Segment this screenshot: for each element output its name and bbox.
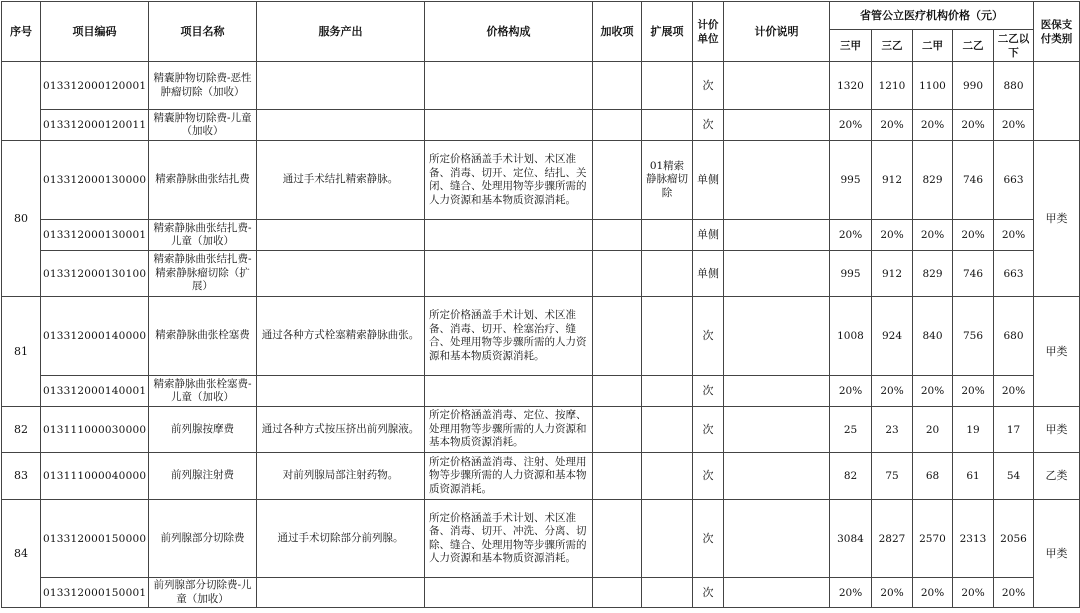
price-eryi-below: 880: [994, 62, 1034, 110]
seq-cell: 81: [2, 297, 41, 407]
insurance-cell: 甲类: [1034, 141, 1080, 297]
header-service: 服务产出: [257, 2, 425, 62]
note-cell: [724, 407, 830, 453]
header-code: 项目编码: [41, 2, 149, 62]
note-cell: [724, 251, 830, 297]
unit-cell: 次: [693, 453, 724, 500]
seq-cell: 82: [2, 407, 41, 453]
insurance-cell: 甲类: [1034, 500, 1080, 608]
name-cell: 前列腺部分切除费: [149, 500, 257, 578]
table-row: [2, 110, 1080, 141]
price-erjia: 20%: [913, 376, 953, 407]
note-cell: [724, 297, 830, 376]
header-eryi-below: 二乙以下: [994, 30, 1034, 62]
price-sanjia: 20%: [830, 110, 872, 141]
price-eryi: 20%: [953, 376, 994, 407]
code-cell: 013312000130100: [41, 251, 149, 297]
price-eryi: 746: [953, 251, 994, 297]
price-erjia: 20: [913, 407, 953, 453]
price-eryi: 20%: [953, 110, 994, 141]
code-cell: 013312000140001: [41, 376, 149, 407]
price-eryi-below: 663: [994, 141, 1034, 220]
price-eryi-below: 20%: [994, 376, 1034, 407]
price-erjia: 68: [913, 453, 953, 500]
price-sanjia: 995: [830, 141, 872, 220]
header-name: 项目名称: [149, 2, 257, 62]
price-eryi-below: 20%: [994, 578, 1034, 608]
extension-cell: [642, 110, 693, 141]
price-erjia: 840: [913, 297, 953, 376]
extension-cell: [642, 376, 693, 407]
price-sanyi: 924: [872, 297, 913, 376]
price-erjia: 1100: [913, 62, 953, 110]
price-sanjia: 20%: [830, 578, 872, 608]
note-cell: [724, 220, 830, 251]
price-sanyi: 20%: [872, 578, 913, 608]
note-cell: [724, 141, 830, 220]
header-extension: 扩展项: [642, 2, 693, 62]
table-row: [2, 453, 1080, 500]
unit-cell: 次: [693, 376, 724, 407]
composition-cell: 所定价格涵盖手术计划、术区准备、消毒、切开、栓塞治疗、缝合、处理用物等步骤所需的人力资源和基本物质资源消耗。: [425, 297, 593, 376]
price-sanyi: 20%: [872, 220, 913, 251]
header-eryi: 二乙: [953, 30, 994, 62]
service-cell: 通过各种方式按压挤出前列腺液。: [257, 407, 425, 453]
price-eryi: 20%: [953, 578, 994, 608]
composition-cell: [425, 110, 593, 141]
price-erjia: 20%: [913, 220, 953, 251]
name-cell: 前列腺部分切除费-儿童（加收）: [149, 578, 257, 608]
header-price-composition: 价格构成: [425, 2, 593, 62]
extra-cell: [593, 578, 642, 608]
unit-cell: 次: [693, 500, 724, 578]
composition-cell: [425, 578, 593, 608]
price-eryi: 19: [953, 407, 994, 453]
composition-cell: [425, 251, 593, 297]
service-cell: 通过各种方式栓塞精索静脉曲张。: [257, 297, 425, 376]
extra-cell: [593, 407, 642, 453]
code-cell: 013312000130001: [41, 220, 149, 251]
table-row: [2, 500, 1080, 578]
unit-cell: 次: [693, 407, 724, 453]
seq-cell: [2, 62, 41, 141]
header-sanjia: 三甲: [830, 30, 872, 62]
price-sanjia: 20%: [830, 220, 872, 251]
price-erjia: 829: [913, 141, 953, 220]
extra-cell: [593, 110, 642, 141]
unit-cell: 次: [693, 110, 724, 141]
extra-cell: [593, 62, 642, 110]
unit-cell: 次: [693, 297, 724, 376]
price-sanjia: 20%: [830, 376, 872, 407]
header-sanyi: 三乙: [872, 30, 913, 62]
price-eryi-below: 663: [994, 251, 1034, 297]
price-eryi: 61: [953, 453, 994, 500]
name-cell: 精索静脉曲张栓塞费-儿童（加收）: [149, 376, 257, 407]
price-eryi-below: 20%: [994, 110, 1034, 141]
price-eryi: 20%: [953, 220, 994, 251]
seq-cell: 83: [2, 453, 41, 500]
composition-cell: 所定价格涵盖消毒、注射、处理用物等步骤所需的人力资源和基本物质资源消耗。: [425, 453, 593, 500]
unit-cell: 单侧: [693, 141, 724, 220]
name-cell: 前列腺按摩费: [149, 407, 257, 453]
service-cell: 通过手术切除部分前列腺。: [257, 500, 425, 578]
unit-cell: 次: [693, 578, 724, 608]
composition-cell: 所定价格涵盖手术计划、术区准备、消毒、切开、冲洗、分离、切除、缝合、处理用物等步骤所需的人力资源和基本物质资源消耗。: [425, 500, 593, 578]
note-cell: [724, 110, 830, 141]
extension-cell: [642, 500, 693, 578]
service-cell: [257, 62, 425, 110]
price-table: [1, 1, 1080, 608]
table-row: [2, 141, 1080, 220]
price-sanyi: 75: [872, 453, 913, 500]
header-unit: 计价单位: [693, 2, 724, 62]
price-sanjia: 1008: [830, 297, 872, 376]
service-cell: 对前列腺局部注射药物。: [257, 453, 425, 500]
table-row: [2, 407, 1080, 453]
composition-cell: 所定价格涵盖手术计划、术区准备、消毒、切开、定位、结扎、关闭、缝合、处理用物等步骤所需的人力资源和基本物质资源消耗。: [425, 141, 593, 220]
header-extra: 加收项: [593, 2, 642, 62]
price-eryi-below: 54: [994, 453, 1034, 500]
code-cell: 013312000150001: [41, 578, 149, 608]
extension-cell: [642, 407, 693, 453]
code-cell: 013111000040000: [41, 453, 149, 500]
table-row: [2, 578, 1080, 608]
table-row: [2, 220, 1080, 251]
name-cell: 精索静脉曲张结扎费-精索静脉瘤切除（扩展）: [149, 251, 257, 297]
extra-cell: [593, 141, 642, 220]
price-sanjia: 3084: [830, 500, 872, 578]
unit-cell: 单侧: [693, 220, 724, 251]
code-cell: 013111000030000: [41, 407, 149, 453]
unit-cell: 次: [693, 62, 724, 110]
extension-cell: [642, 62, 693, 110]
header-erjia: 二甲: [913, 30, 953, 62]
price-sanyi: 20%: [872, 376, 913, 407]
insurance-cell: 甲类: [1034, 407, 1080, 453]
service-cell: [257, 578, 425, 608]
code-cell: 013312000120011: [41, 110, 149, 141]
price-sanjia: 1320: [830, 62, 872, 110]
seq-cell: 84: [2, 500, 41, 608]
insurance-cell: [1034, 62, 1080, 141]
name-cell: 精囊肿物切除费-恶性肿瘤切除（加收）: [149, 62, 257, 110]
price-sanyi: 912: [872, 251, 913, 297]
table-row: [2, 251, 1080, 297]
extension-cell: [642, 453, 693, 500]
price-erjia: 20%: [913, 578, 953, 608]
service-cell: 通过手术结扎精索静脉。: [257, 141, 425, 220]
header-note: 计价说明: [724, 2, 830, 62]
price-eryi-below: 20%: [994, 220, 1034, 251]
table-row: [2, 376, 1080, 407]
code-cell: 013312000140000: [41, 297, 149, 376]
extra-cell: [593, 251, 642, 297]
price-eryi: 756: [953, 297, 994, 376]
unit-cell: 单侧: [693, 251, 724, 297]
name-cell: 精囊肿物切除费-儿童（加收）: [149, 110, 257, 141]
name-cell: 精索静脉曲张栓塞费: [149, 297, 257, 376]
price-sanyi: 1210: [872, 62, 913, 110]
price-eryi-below: 2056: [994, 500, 1034, 578]
price-sanjia: 25: [830, 407, 872, 453]
extra-cell: [593, 376, 642, 407]
service-cell: [257, 110, 425, 141]
name-cell: 精索静脉曲张结扎费: [149, 141, 257, 220]
name-cell: 前列腺注射费: [149, 453, 257, 500]
price-eryi-below: 680: [994, 297, 1034, 376]
note-cell: [724, 578, 830, 608]
extra-cell: [593, 297, 642, 376]
table-row: [2, 297, 1080, 376]
header-insurance: 医保支付类别: [1034, 2, 1080, 62]
price-eryi: 746: [953, 141, 994, 220]
price-erjia: 2570: [913, 500, 953, 578]
service-cell: [257, 220, 425, 251]
table-row: [2, 62, 1080, 110]
insurance-cell: 乙类: [1034, 453, 1080, 500]
service-cell: [257, 376, 425, 407]
extra-cell: [593, 220, 642, 251]
extension-cell: [642, 578, 693, 608]
note-cell: [724, 453, 830, 500]
service-cell: [257, 251, 425, 297]
composition-cell: 所定价格涵盖消毒、定位、按摩、处理用物等步骤所需的人力资源和基本物质资源消耗。: [425, 407, 593, 453]
price-sanyi: 23: [872, 407, 913, 453]
composition-cell: [425, 376, 593, 407]
note-cell: [724, 62, 830, 110]
price-sanyi: 912: [872, 141, 913, 220]
price-sanjia: 995: [830, 251, 872, 297]
extension-cell: [642, 251, 693, 297]
extension-cell: [642, 220, 693, 251]
note-cell: [724, 500, 830, 578]
composition-cell: [425, 220, 593, 251]
seq-cell: 80: [2, 141, 41, 297]
price-erjia: 20%: [913, 110, 953, 141]
price-eryi: 2313: [953, 500, 994, 578]
insurance-cell: 甲类: [1034, 297, 1080, 407]
extra-cell: [593, 500, 642, 578]
composition-cell: [425, 62, 593, 110]
extra-cell: [593, 453, 642, 500]
header-row: [2, 2, 1080, 30]
code-cell: 013312000120001: [41, 62, 149, 110]
price-eryi: 990: [953, 62, 994, 110]
price-eryi-below: 17: [994, 407, 1034, 453]
code-cell: 013312000130000: [41, 141, 149, 220]
header-seq: 序号: [2, 2, 41, 62]
price-erjia: 829: [913, 251, 953, 297]
extension-cell: 01精索静脉瘤切除: [642, 141, 693, 220]
name-cell: 精索静脉曲张结扎费-儿童（加收）: [149, 220, 257, 251]
extension-cell: [642, 297, 693, 376]
price-sanyi: 20%: [872, 110, 913, 141]
code-cell: 013312000150000: [41, 500, 149, 578]
price-sanyi: 2827: [872, 500, 913, 578]
header-price-group: 省管公立医疗机构价格（元）: [830, 2, 1034, 30]
price-sanjia: 82: [830, 453, 872, 500]
note-cell: [724, 376, 830, 407]
